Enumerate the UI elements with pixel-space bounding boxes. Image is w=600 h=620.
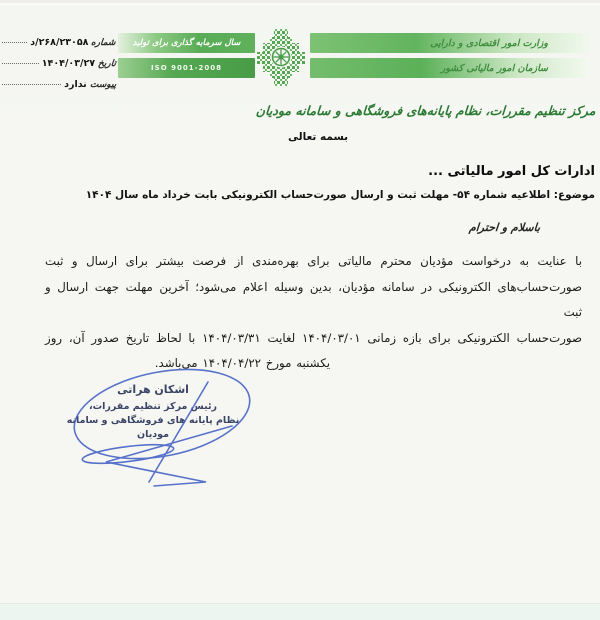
leader-line	[2, 42, 27, 43]
letter-number-label: شماره	[90, 38, 117, 48]
body-line-2: صورت‌حساب‌های الکترونیکی در سامانه مؤدیان، بدین وسیله اعلام می‌شود؛ آخرین مهلت جهت ارسال و ثبت	[45, 279, 582, 319]
salutation-line: باسلام و احترام	[468, 221, 541, 234]
regulation-center-title: مرکز تنظیم مقررات، نظام پایانه‌های فروشگاهی و سامانه مودیان	[255, 103, 597, 118]
subject-line: موضوع: اطلاعیه شماره ۵۴- مهلت ثبت و ارسال صورت‌حساب الکترونیکی بابت خرداد ماه سال ۱۴۰۴	[85, 189, 595, 201]
ministry-bar	[310, 33, 588, 53]
ministry-bar-text: وزارت امور اقتصادی و دارایی	[430, 37, 548, 49]
iso-bar-text: ISO 9001-2008	[151, 64, 222, 72]
letterhead-right-bars	[310, 33, 588, 83]
leader-line	[2, 63, 39, 64]
letter-body	[45, 249, 582, 377]
letter-attachment-label: پیوست	[89, 80, 117, 90]
body-line-4: یکشنبه مورخ ۱۴۰۴/۰۴/۲۲ می‌باشد.	[154, 356, 330, 370]
tax-administration-emblem-icon	[257, 26, 305, 89]
signer-name: اشکان هراتی	[117, 383, 189, 396]
tax-organization-bar	[310, 58, 588, 78]
letter-meta-block	[2, 27, 116, 90]
body-line-1: با عنایت به درخواست مؤدیان محترم مالیاتی برای بهره‌مندی از فرصت بیشتر برای ارسال و ثبت	[45, 254, 582, 268]
body-line-3: صورت‌حساب الکترونیکی برای بازه زمانی ۱۴۰۴/۰۳/۰۱ لغایت ۱۴۰۴/۰۳/۳۱ با لحاظ تاریخ صدور آن، روز	[45, 330, 583, 345]
letter-date-label: تاریخ	[97, 59, 117, 69]
letter-attachment-row	[2, 69, 116, 90]
besmeh-taali: بسمه تعالی	[288, 131, 349, 143]
iso-bar	[118, 58, 255, 78]
tax-organization-bar-text: سازمان امور مالیاتی کشور	[440, 62, 548, 74]
signer-role-line-2: نظام پایانه های فروشگاهی و سامانه مودیان	[66, 415, 240, 440]
scan-bottom-edge	[0, 603, 600, 620]
letterhead-left-bars	[118, 33, 255, 83]
slogan-bar-text: سال سرمایه گذاری برای تولید	[132, 38, 241, 48]
letter-date-value: ۱۴۰۴/۰۳/۲۷	[41, 58, 96, 69]
letter-attachment-value: ندارد	[64, 79, 87, 90]
leader-line	[2, 84, 61, 85]
signature-scribble-icon	[56, 366, 264, 494]
recipient-line: ادارات کل امور مالیاتی ...	[428, 164, 595, 179]
letter-number-value: ۲۶۸/۲۳۰۵۸/د	[30, 37, 89, 48]
letter-number-row	[2, 27, 116, 48]
letter-date-row	[2, 48, 116, 69]
signer-role-line-1: رئیس مرکز تنظیم مقررات،	[88, 401, 218, 412]
scan-top-edge	[0, 0, 600, 5]
slogan-bar	[118, 33, 255, 53]
